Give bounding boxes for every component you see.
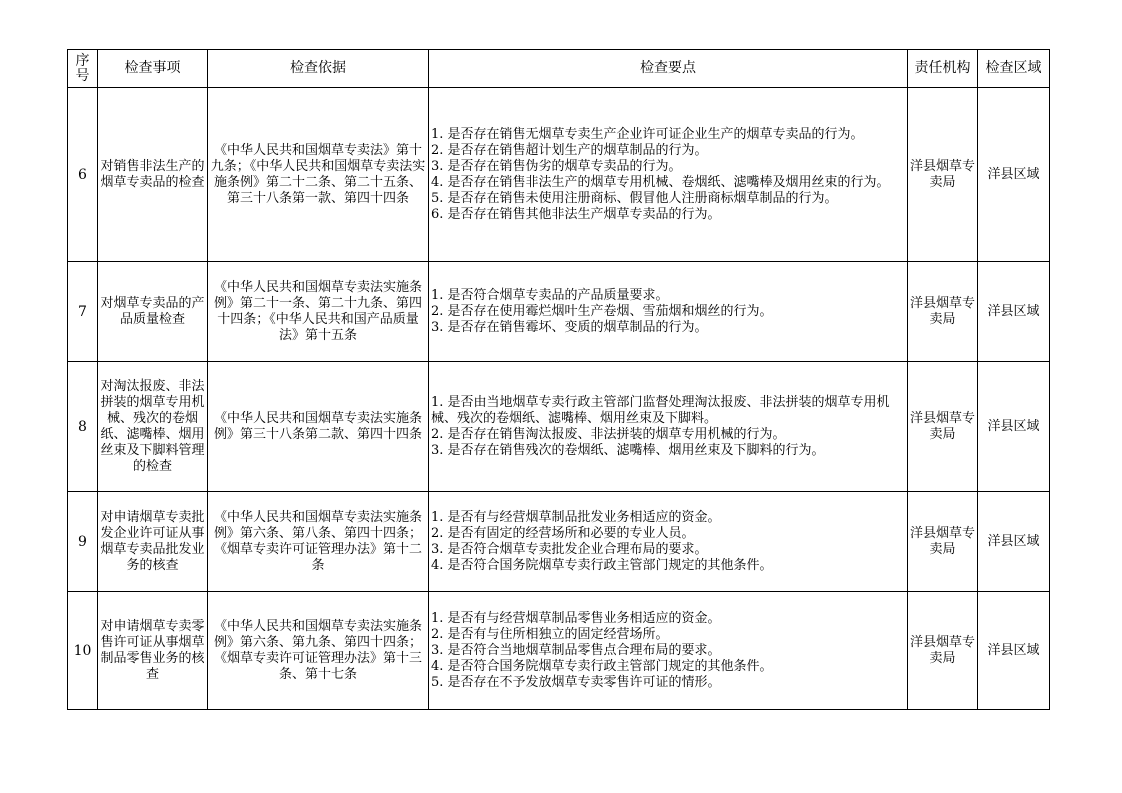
point-line: 4. 是否存在销售非法生产的烟草专用机械、卷烟纸、滤嘴棒及烟用丝束的行为。 (431, 174, 890, 190)
header-area: 检查区域 (978, 50, 1050, 88)
point-line: 6. 是否存在销售其他非法生产烟草专卖品的行为。 (431, 206, 721, 222)
row-org: 洋县烟草专卖局 (908, 262, 978, 362)
table-row (68, 262, 1050, 362)
row-area: 洋县区域 (978, 362, 1050, 492)
point-line: 2. 是否存在销售超计划生产的烟草制品的行为。 (431, 142, 708, 158)
table-row (68, 88, 1050, 262)
row-seq: 8 (68, 362, 98, 492)
row-item: 对销售非法生产的烟草专卖品的检查 (98, 88, 208, 262)
point-line: 2. 是否存在销售淘汰报废、非法拼装的烟草专用机械的行为。 (431, 426, 786, 442)
row-area: 洋县区域 (978, 262, 1050, 362)
header-org: 责任机构 (908, 50, 978, 88)
table-row (68, 362, 1050, 492)
point-line: 4. 是否符合国务院烟草专卖行政主管部门规定的其他条件。 (431, 557, 773, 573)
point-line: 3. 是否存在销售残次的卷烟纸、滤嘴棒、烟用丝束及下脚料的行为。 (431, 442, 825, 458)
row-seq: 6 (68, 88, 98, 262)
row-points (429, 88, 908, 262)
header-seq: 序号 (68, 50, 98, 88)
point-line: 5. 是否存在不予发放烟草专卖零售许可证的情形。 (431, 674, 721, 690)
row-points (429, 492, 908, 592)
point-line: 3. 是否符合当地烟草制品零售点合理布局的要求。 (431, 642, 721, 658)
point-line: 5. 是否存在销售未使用注册商标、假冒他人注册商标烟草制品的行为。 (431, 190, 838, 206)
point-line: 1. 是否由当地烟草专卖行政主管部门监督处理淘汰报废、非法拼装的烟草专用机械、残次的卷烟纸、滤嘴棒、烟用丝束及下脚料。 (431, 394, 890, 426)
row-basis: 《中华人民共和国烟草专卖法》第十九条；《中华人民共和国烟草专卖法实施条例》第二十二条、第二十五条、第三十八条第一款、第四十四条 (208, 88, 429, 262)
point-line: 1. 是否有与经营烟草制品批发业务相适应的资金。 (431, 509, 721, 525)
point-line: 2. 是否有固定的经营场所和必要的专业人员。 (431, 525, 695, 541)
point-line: 3. 是否符合烟草专卖批发企业合理布局的要求。 (431, 541, 708, 557)
row-points (429, 362, 908, 492)
row-org: 洋县烟草专卖局 (908, 88, 978, 262)
row-basis: 《中华人民共和国烟草专卖法实施条例》第六条、第九条、第四十四条；《烟草专卖许可证管理办法》第十三条、第十七条 (208, 592, 429, 710)
row-basis: 《中华人民共和国烟草专卖法实施条例》第六条、第八条、第四十四条；《烟草专卖许可证管理办法》第十二条 (208, 492, 429, 592)
row-points (429, 592, 908, 710)
row-area: 洋县区域 (978, 592, 1050, 710)
point-line: 3. 是否存在销售霉坏、变质的烟草制品的行为。 (431, 319, 708, 335)
point-line: 4. 是否符合国务院烟草专卖行政主管部门规定的其他条件。 (431, 658, 773, 674)
row-item: 对淘汰报废、非法拼装的烟草专用机械、残次的卷烟纸、滤嘴棒、烟用丝束及下脚料管理的检查 (98, 362, 208, 492)
point-line: 2. 是否存在使用霉烂烟叶生产卷烟、雪茄烟和烟丝的行为。 (431, 303, 773, 319)
row-org: 洋县烟草专卖局 (908, 492, 978, 592)
point-line: 2. 是否有与住所相独立的固定经营场所。 (431, 626, 669, 642)
row-item: 对烟草专卖品的产品质量检查 (98, 262, 208, 362)
row-points (429, 262, 908, 362)
point-line: 1. 是否符合烟草专卖品的产品质量要求。 (431, 287, 669, 303)
row-seq: 10 (68, 592, 98, 710)
row-org: 洋县烟草专卖局 (908, 362, 978, 492)
row-org: 洋县烟草专卖局 (908, 592, 978, 710)
header-basis: 检查依据 (208, 50, 429, 88)
row-item: 对申请烟草专卖零售许可证从事烟草制品零售业务的核查 (98, 592, 208, 710)
table-row (68, 592, 1050, 710)
row-seq: 7 (68, 262, 98, 362)
header-points: 检查要点 (429, 50, 908, 88)
row-area: 洋县区域 (978, 88, 1050, 262)
table-row (68, 492, 1050, 592)
point-line: 1. 是否存在销售无烟草专卖生产企业许可证企业生产的烟草专卖品的行为。 (431, 126, 864, 142)
row-area: 洋县区域 (978, 492, 1050, 592)
header-row (68, 50, 1050, 88)
row-seq: 9 (68, 492, 98, 592)
point-line: 3. 是否存在销售伪劣的烟草专卖品的行为。 (431, 158, 682, 174)
point-line: 1. 是否有与经营烟草制品零售业务相适应的资金。 (431, 610, 721, 626)
header-item: 检查事项 (98, 50, 208, 88)
row-item: 对申请烟草专卖批发企业许可证从事烟草专卖品批发业务的核查 (98, 492, 208, 592)
row-basis: 《中华人民共和国烟草专卖法实施条例》第二十一条、第二十九条、第四十四条；《中华人民共和国产品质量法》第十五条 (208, 262, 429, 362)
row-basis: 《中华人民共和国烟草专卖法实施条例》第三十八条第二款、第四十四条 (208, 362, 429, 492)
inspection-table (67, 49, 1050, 710)
